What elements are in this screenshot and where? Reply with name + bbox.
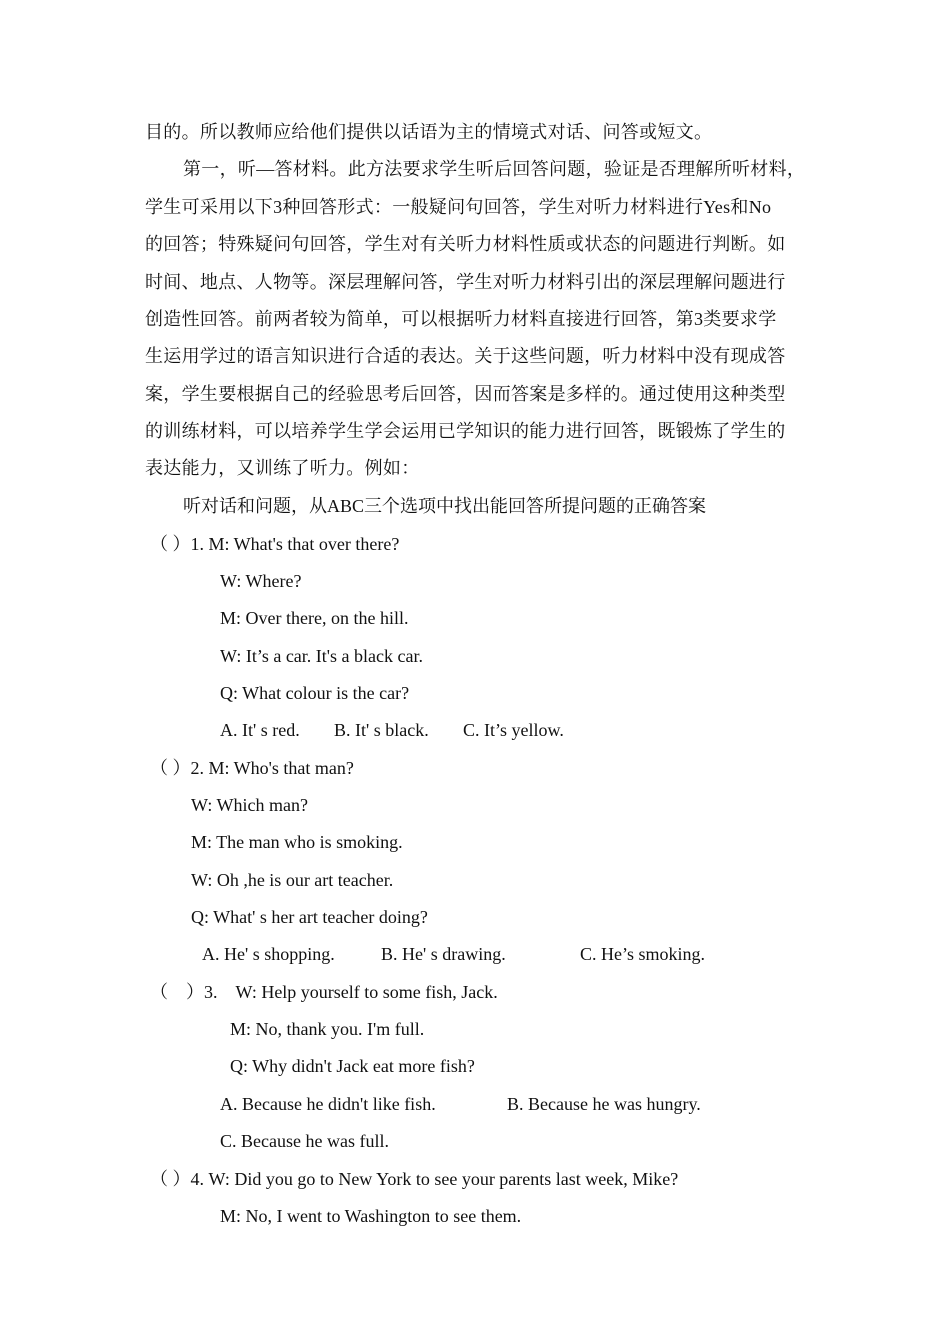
intro-line: 创造性回答。前两者较为简单，可以根据听力材料直接进行回答，第3类要求学: [145, 309, 777, 329]
option-c: C. It’s yellow.: [463, 720, 564, 740]
option-b: B. Because he was hungry.: [507, 1094, 701, 1114]
question-lead: （ ）1. M: What's that over there?: [150, 534, 400, 554]
intro-line: 生运用学过的语言知识进行合适的表达。关于这些问题，听力材料中没有现成答: [145, 346, 786, 366]
dialogue-line: M: The man who is smoking.: [191, 832, 403, 852]
dialogue-line: W: It’s a car. It's a black car.: [220, 646, 423, 666]
intro-line: 第一，听—答材料。此方法要求学生听后回答问题，验证是否理解所听材料，: [183, 159, 806, 179]
dialogue-line: W: Which man?: [191, 795, 308, 815]
option-a: A. Because he didn't like fish.: [220, 1094, 436, 1114]
question-line: Q: Why didn't Jack eat more fish?: [230, 1056, 475, 1076]
intro-line: 时间、地点、人物等。深层理解问答，学生对听力材料引出的深层理解问题进行: [145, 272, 786, 292]
intro-line: 目的。所以教师应给他们提供以话语为主的情境式对话、问答或短文。: [145, 122, 713, 142]
question-lead: （ ）4. W: Did you go to New York to see your parents last week, Mike?: [150, 1169, 679, 1189]
dialogue-line: M: Over there, on the hill.: [220, 608, 409, 628]
dialogue-line: M: No, thank you. I'm full.: [230, 1019, 425, 1039]
intro-line: 表达能力，又训练了听力。例如：: [145, 458, 420, 478]
intro-line: 学生可采用以下3种回答形式：一般疑问句回答，学生对听力材料进行Yes和No: [145, 197, 772, 217]
question-line: Q: What' s her art teacher doing?: [191, 907, 428, 927]
question-lead: （ ）3. W: Help yourself to some fish, Jack.: [150, 982, 498, 1002]
dialogue-line: W: Oh ,he is our art teacher.: [191, 870, 394, 890]
question-lead: （ ）2. M: Who's that man?: [150, 758, 354, 778]
intro-line: 的训练材料，可以培养学生学会运用已学知识的能力进行回答，既锻炼了学生的: [145, 421, 786, 441]
option-a: A. He' s shopping.: [202, 944, 335, 964]
dialogue-line: W: Where?: [220, 571, 302, 591]
option-a: A. It' s red.: [220, 720, 300, 740]
option-b: B. He' s drawing.: [381, 944, 506, 964]
exercise-instruction: 听对话和问题，从ABC三个选项中找出能回答所提问题的正确答案: [183, 496, 707, 516]
option-c: C. Because he was full.: [220, 1131, 389, 1151]
intro-line: 案，学生要根据自己的经验思考后回答，因而答案是多样的。通过使用这种类型: [145, 384, 786, 404]
intro-line: 的回答；特殊疑问句回答，学生对有关听力材料性质或状态的问题进行判断。如: [145, 234, 786, 254]
question-line: Q: What colour is the car?: [220, 683, 410, 703]
option-b: B. It' s black.: [334, 720, 429, 740]
option-c: C. He’s smoking.: [580, 944, 706, 964]
dialogue-line: M: No, I went to Washington to see them.: [220, 1206, 522, 1226]
